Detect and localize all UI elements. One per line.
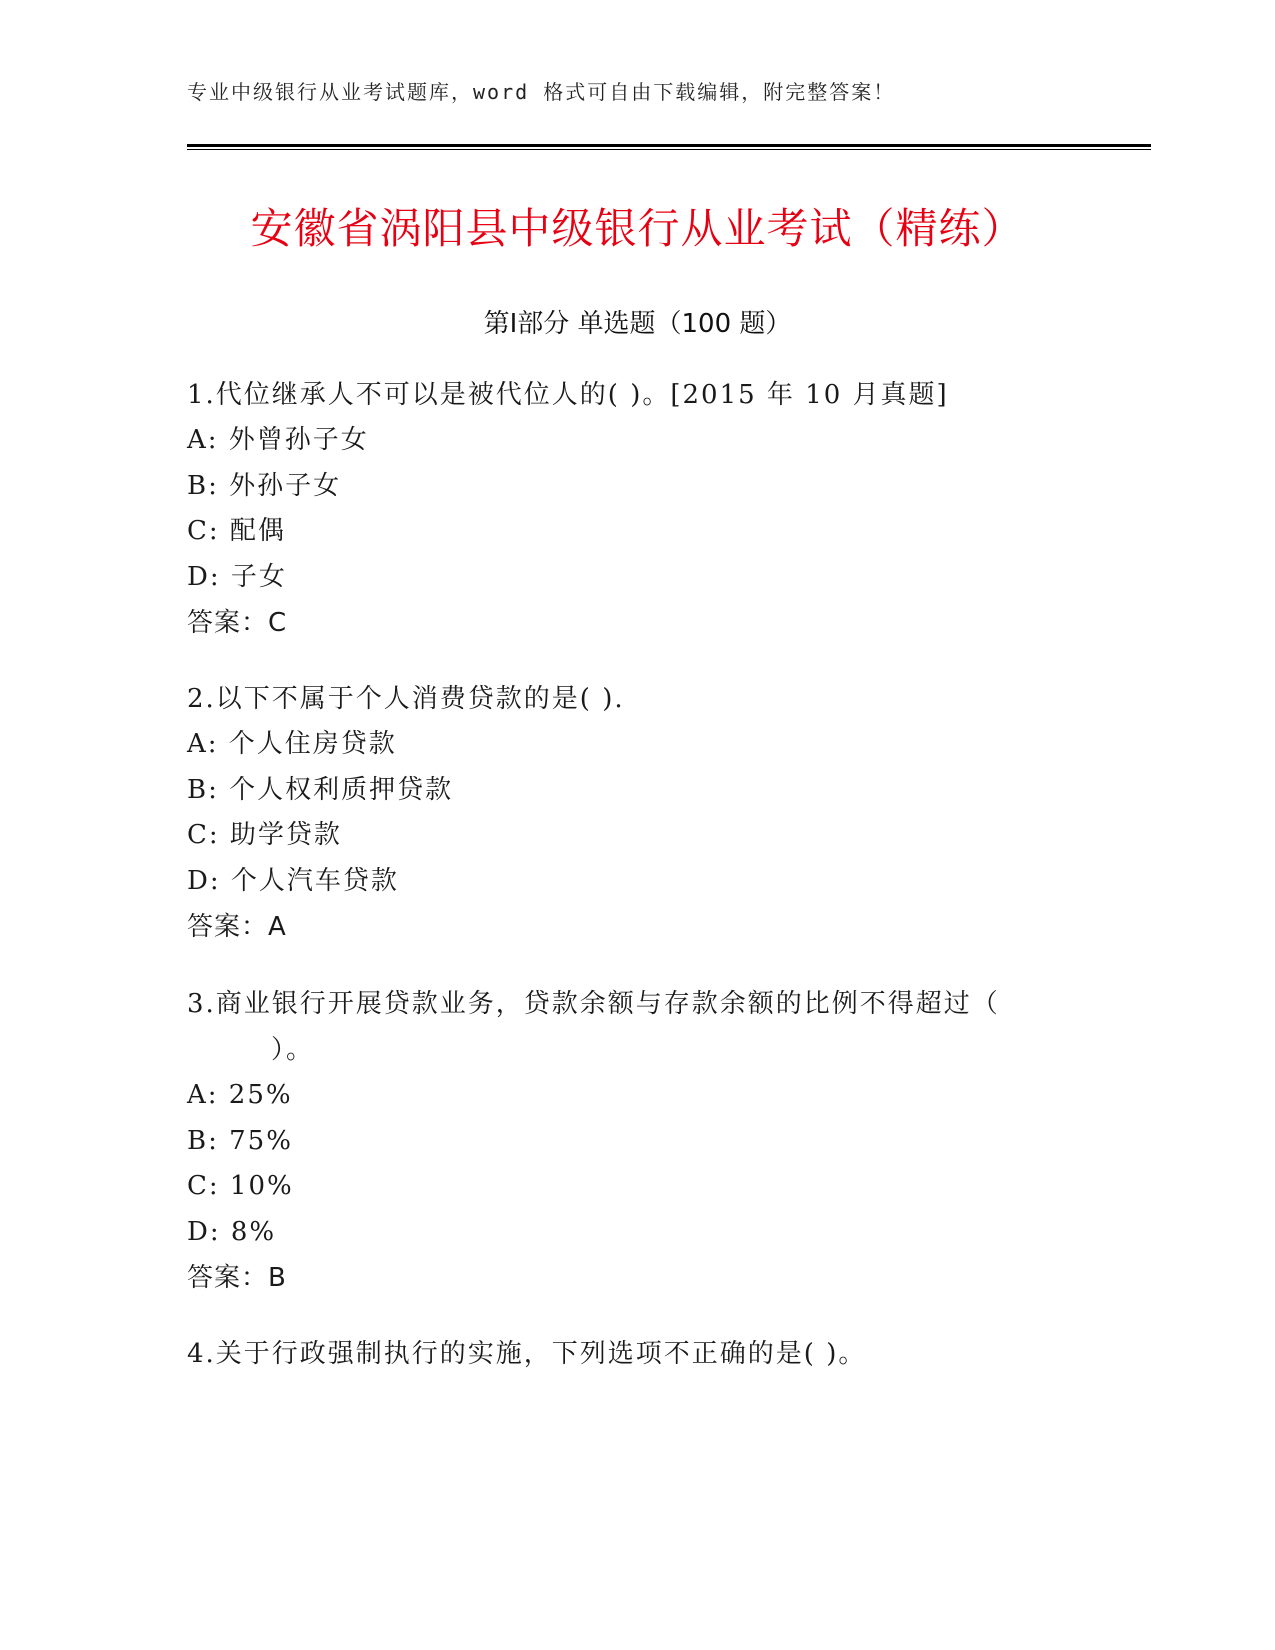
option-c: C: 助学贷款	[187, 820, 342, 850]
option-a: A: 个人住房贷款	[187, 729, 397, 759]
question-stem: 4.关于行政强制执行的实施，下列选项不正确的是( )。	[187, 1339, 867, 1369]
question-3	[187, 981, 1067, 1301]
question-stem: 3.商业银行开展贷款业务，贷款余额与存款余额的比例不得超过（	[187, 989, 1000, 1019]
header-divider-thick	[187, 144, 1151, 147]
question-stem-continuation: ）。	[271, 1035, 315, 1065]
question-1	[187, 372, 1067, 646]
answer: 答案：B	[187, 1263, 287, 1293]
header-note: 专业中级银行从业考试题库，word 格式可自由下载编辑，附完整答案！	[187, 80, 896, 104]
question-stem: 1.代位继承人不可以是被代位人的( )。[2015 年 10 月真题]	[187, 380, 949, 410]
option-b: B: 75%	[187, 1125, 293, 1156]
option-a: A: 外曾孙子女	[187, 425, 369, 455]
answer: 答案：A	[187, 912, 287, 942]
option-c: C: 10%	[187, 1171, 294, 1201]
option-b: B: 个人权利质押贷款	[187, 774, 454, 805]
document-title: 安徽省涡阳县中级银行从业考试（精练）	[250, 204, 1025, 253]
option-c: C: 配偶	[187, 516, 286, 546]
section-title: 第Ⅰ部分 单选题（100 题）	[483, 309, 792, 339]
answer: 答案：C	[187, 608, 288, 638]
question-2	[187, 676, 1067, 950]
option-d: D: 8%	[187, 1216, 277, 1247]
option-b: B: 外孙子女	[187, 470, 342, 501]
option-d: D: 个人汽车贷款	[187, 865, 399, 896]
question-stem: 2.以下不属于个人消费贷款的是( ).	[187, 684, 625, 714]
question-4	[187, 1331, 1067, 1377]
option-a: A: 25%	[187, 1080, 293, 1110]
option-d: D: 子女	[187, 561, 287, 592]
header-divider-thin	[187, 149, 1151, 150]
